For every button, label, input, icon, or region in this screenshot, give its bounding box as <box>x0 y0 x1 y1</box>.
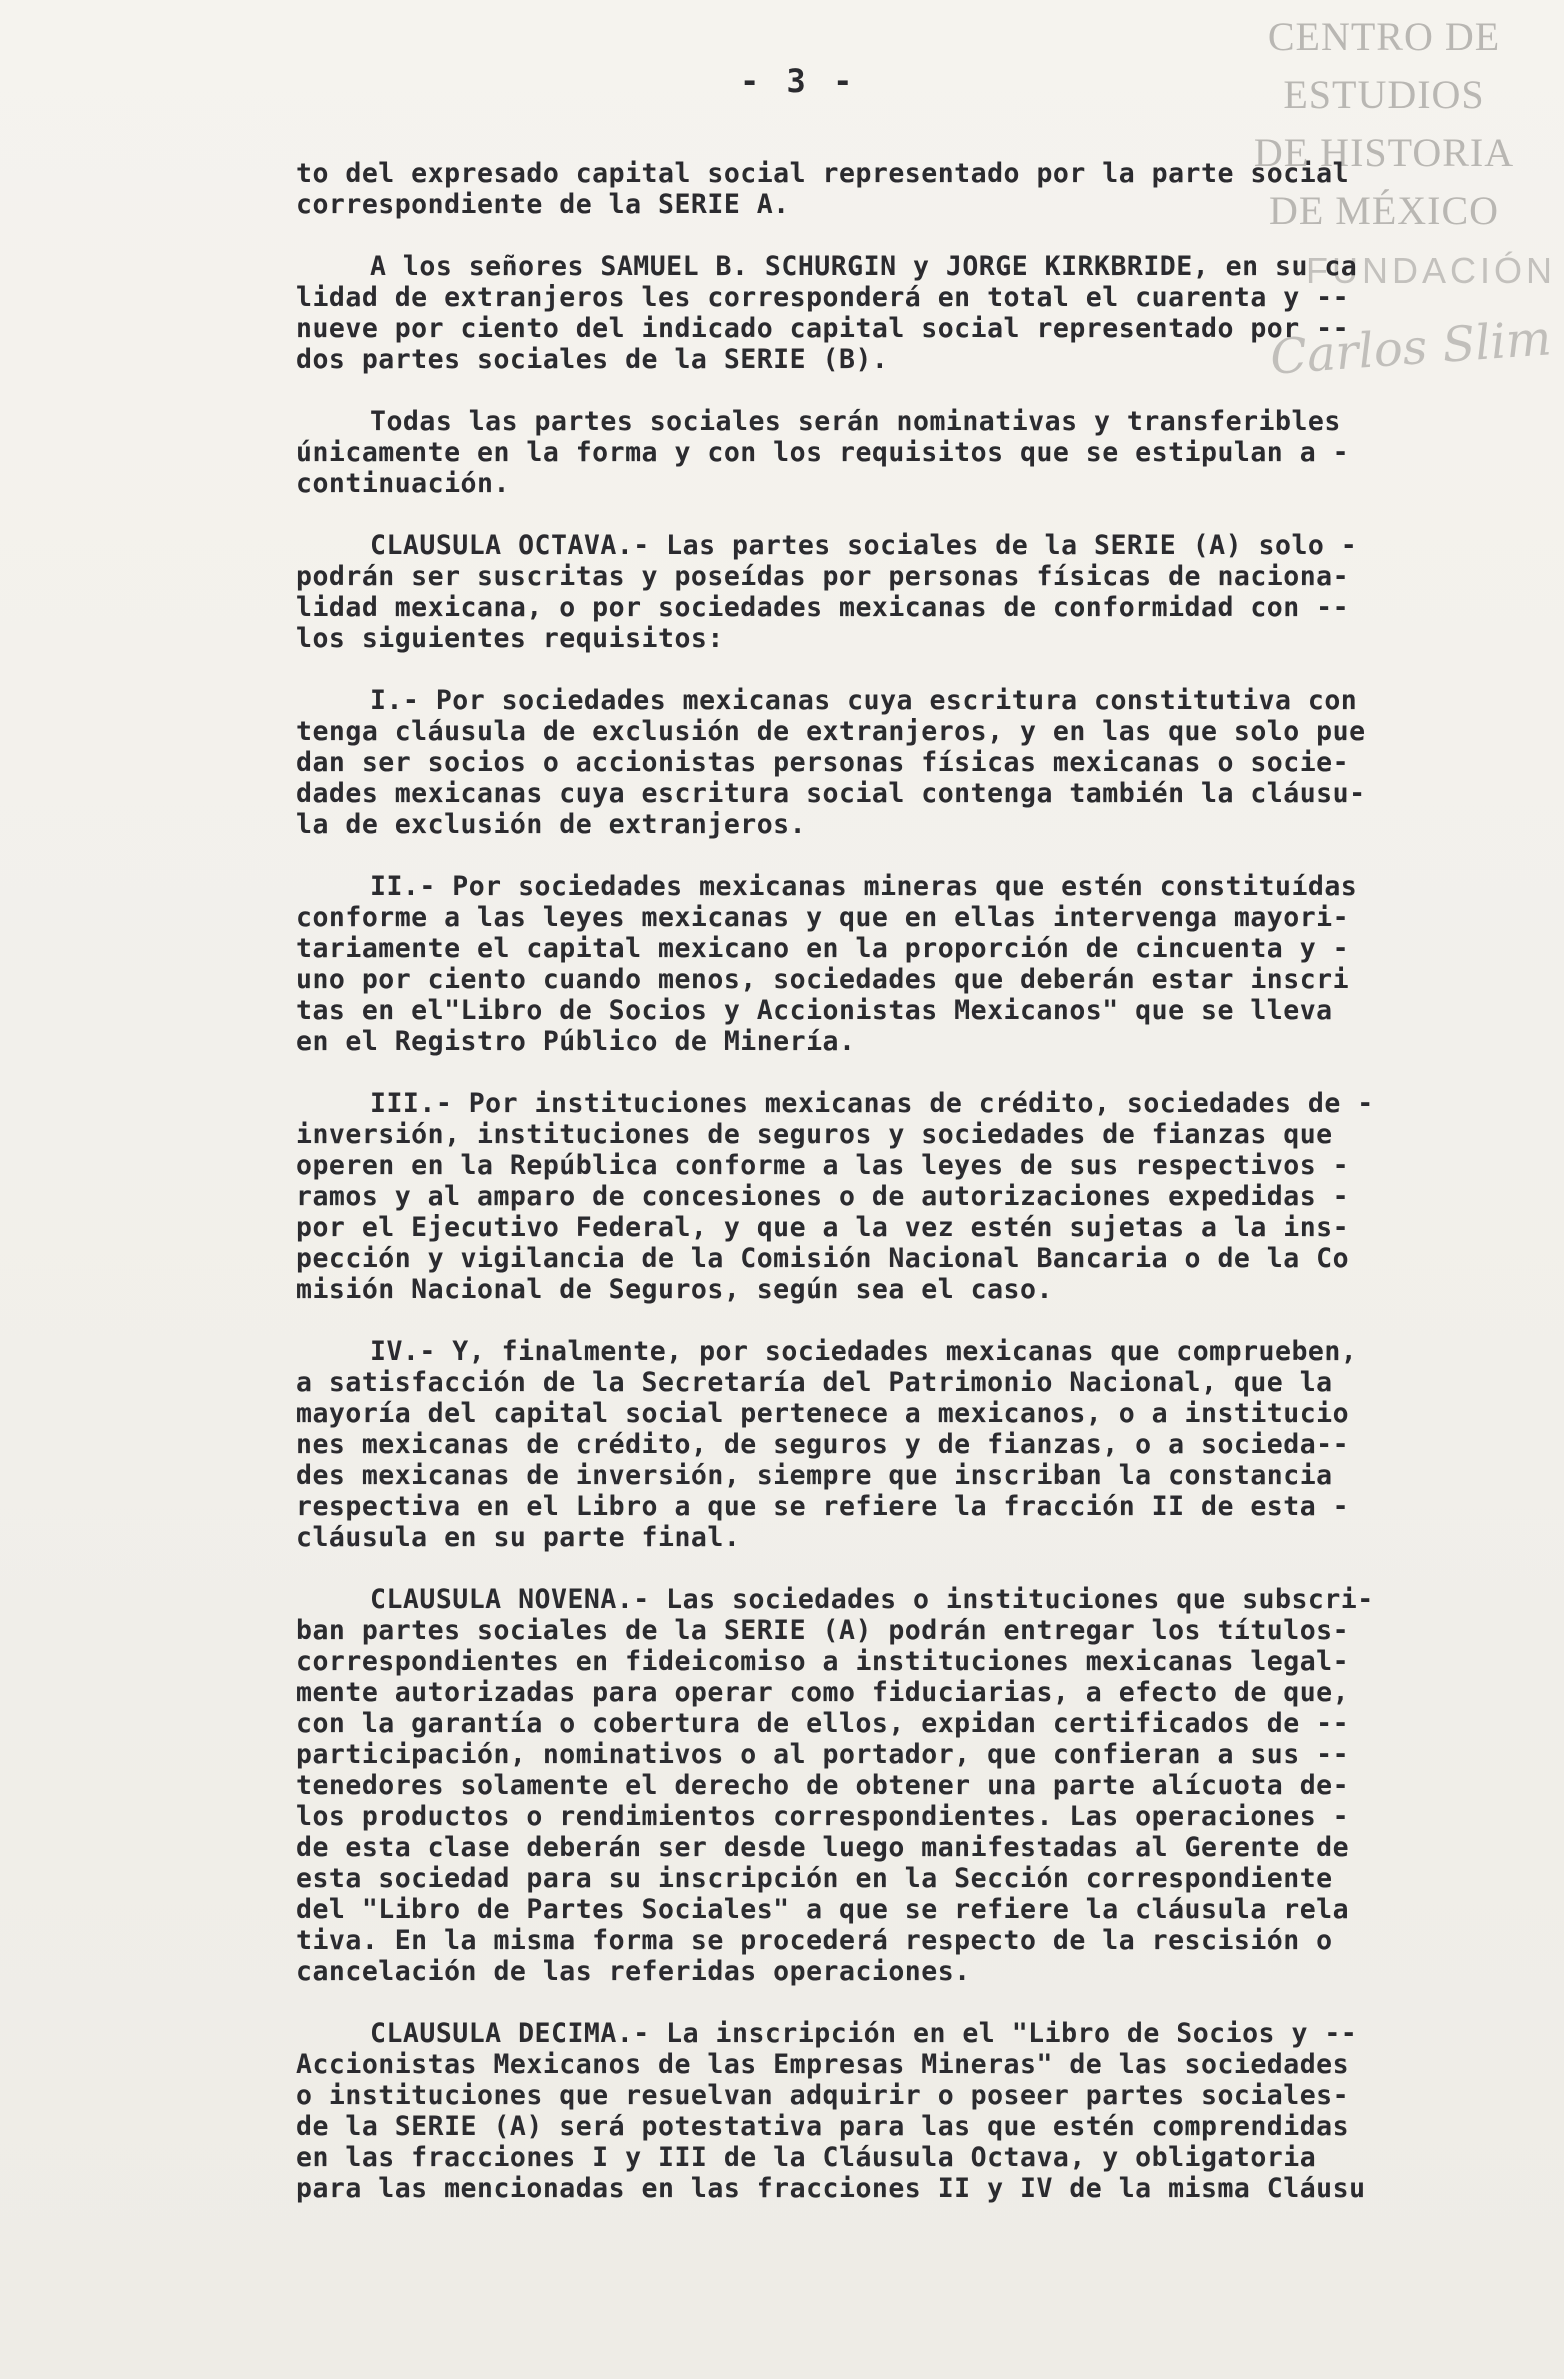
paragraph <box>296 1584 1496 1987</box>
text-line: tenedores solamente el derecho de obtener una parte alícuota de- <box>296 1770 1350 1801</box>
paragraph <box>296 158 1496 220</box>
text-line: uno por ciento cuando menos, sociedades que deberán estar inscri <box>296 964 1350 995</box>
text-line: los siguientes requisitos: <box>296 623 724 654</box>
text-line: conforme a las leyes mexicanas y que en ellas intervenga mayori- <box>296 902 1350 933</box>
watermark-line: DE MÉXICO <box>1268 188 1500 233</box>
text-line: ban partes sociales de la SERIE (A) podrán entregar los títulos- <box>296 1615 1350 1646</box>
document-body <box>296 158 1496 2235</box>
paragraph <box>296 251 1496 375</box>
text-line: CLAUSULA NOVENA.- Las sociedades o instituciones que subscri- <box>370 1584 1374 1615</box>
text-line: operen en la República conforme a las leyes de sus respectivos - <box>296 1150 1350 1181</box>
paragraph <box>296 1088 1496 1305</box>
text-line: la de exclusión de extranjeros. <box>296 809 807 840</box>
text-line: respectiva en el Libro a que se refiere la fracción II de esta - <box>296 1491 1350 1522</box>
watermark-signature: Carlos Slim <box>1268 310 1554 386</box>
text-line: dos partes sociales de la SERIE (B). <box>296 344 889 375</box>
text-line: mente autorizadas para operar como fiduciarias, a efecto de que, <box>296 1677 1350 1708</box>
text-line: de la SERIE (A) será potestativa para las que estén comprendidas <box>296 2111 1350 2142</box>
text-line: III.- Por instituciones mexicanas de crédito, sociedades de - <box>370 1088 1374 1119</box>
text-line: Accionistas Mexicanos de las Empresas Mineras" de las sociedades <box>296 2049 1350 2080</box>
text-line: ramos y al amparo de concesiones o de autorizaciones expedidas - <box>296 1181 1350 1212</box>
text-line: de esta clase deberán ser desde luego manifestadas al Gerente de <box>296 1832 1350 1863</box>
text-line: a satisfacción de la Secretaría del Patrimonio Nacional, que la <box>296 1367 1333 1398</box>
paragraph <box>296 530 1496 654</box>
text-line: des mexicanas de inversión, siempre que inscriban la constancia <box>296 1460 1333 1491</box>
paragraph <box>296 871 1496 1057</box>
text-line: dades mexicanas cuya escritura social contenga también la cláusu- <box>296 778 1366 809</box>
text-line: lidad mexicana, o por sociedades mexicanas de conformidad con -- <box>296 592 1350 623</box>
text-line: en las fracciones I y III de la Cláusula Octava, y obligatoria <box>296 2142 1317 2173</box>
watermark-line: ESTUDIOS <box>1283 72 1485 117</box>
text-line: o instituciones que resuelvan adquirir o poseer partes sociales- <box>296 2080 1350 2111</box>
text-line: en el Registro Público de Minería. <box>296 1026 856 1057</box>
text-line: tariamente el capital mexicano en la proporción de cincuenta y - <box>296 933 1350 964</box>
text-line: únicamente en la forma y con los requisitos que se estipulan a - <box>296 437 1350 468</box>
text-line: podrán ser suscritas y poseídas por personas físicas de naciona- <box>296 561 1350 592</box>
text-line: continuación. <box>296 468 510 499</box>
text-line: para las mencionadas en las fracciones II y IV de la misma Cláusu <box>296 2173 1366 2204</box>
text-line: cláusula en su parte final. <box>296 1522 741 1553</box>
watermark-line: CENTRO DE <box>1267 14 1501 59</box>
text-line: correspondientes en fideicomiso a instituciones mexicanas legal- <box>296 1646 1350 1677</box>
text-line: A los señores SAMUEL B. SCHURGIN y JORGE KIRKBRIDE, en su ca <box>370 251 1358 282</box>
text-line: pección y vigilancia de la Comisión Nacional Bancaria o de la Co <box>296 1243 1350 1274</box>
text-line: con la garantía o cobertura de ellos, expidan certificados de -- <box>296 1708 1350 1739</box>
text-line: por el Ejecutivo Federal, y que a la vez estén sujetas a la ins- <box>296 1212 1350 1243</box>
text-line: I.- Por sociedades mexicanas cuya escritura constitutiva con <box>370 685 1358 716</box>
text-line: correspondiente de la SERIE A. <box>296 189 790 220</box>
paragraph <box>296 685 1496 840</box>
text-line: tiva. En la misma forma se procederá respecto de la rescisión o <box>296 1925 1333 1956</box>
text-line: misión Nacional de Seguros, según sea el caso. <box>296 1274 1053 1305</box>
text-line: II.- Por sociedades mexicanas mineras que estén constituídas <box>370 871 1358 902</box>
paragraph <box>296 2018 1496 2204</box>
watermark-line: DE HISTORIA <box>1253 130 1515 175</box>
text-line: nueve por ciento del indicado capital social representado por -- <box>296 313 1350 344</box>
text-line: inversión, instituciones de seguros y sociedades de fianzas que <box>296 1119 1333 1150</box>
text-line: mayoría del capital social pertenece a mexicanos, o a institucio <box>296 1398 1350 1429</box>
text-line: dan ser socios o accionistas personas físicas mexicanas o socie- <box>296 747 1350 778</box>
text-line: tas en el"Libro de Socios y Accionistas Mexicanos" que se lleva <box>296 995 1333 1026</box>
paragraph <box>296 1336 1496 1553</box>
text-line: cancelación de las referidas operaciones. <box>296 1956 971 1987</box>
text-line: CLAUSULA DECIMA.- La inscripción en el "Libro de Socios y -- <box>370 2018 1358 2049</box>
text-line: Todas las partes sociales serán nominativas y transferibles <box>370 406 1341 437</box>
text-line: esta sociedad para su inscripción en la Sección correspondiente <box>296 1863 1333 1894</box>
paragraph <box>296 406 1496 499</box>
text-line: tenga cláusula de exclusión de extranjeros, y en las que solo pue <box>296 716 1366 747</box>
text-line: los productos o rendimientos correspondientes. Las operaciones - <box>296 1801 1350 1832</box>
page-number: - 3 - <box>740 62 857 100</box>
text-line: IV.- Y, finalmente, por sociedades mexicanas que comprueben, <box>370 1336 1358 1367</box>
text-line: to del expresado capital social representado por la parte social <box>296 158 1350 189</box>
text-line: CLAUSULA OCTAVA.- Las partes sociales de la SERIE (A) solo - <box>370 530 1358 561</box>
text-line: nes mexicanas de crédito, de seguros y de fianzas, o a socieda-- <box>296 1429 1350 1460</box>
text-line: lidad de extranjeros les corresponderá en total el cuarenta y -- <box>296 282 1350 313</box>
text-line: participación, nominativos o al portador, que confieran a sus -- <box>296 1739 1350 1770</box>
watermark-foundation: FUNDACIÓN <box>1306 250 1556 291</box>
text-line: del "Libro de Partes Sociales" a que se refiere la cláusula rela <box>296 1894 1350 1925</box>
